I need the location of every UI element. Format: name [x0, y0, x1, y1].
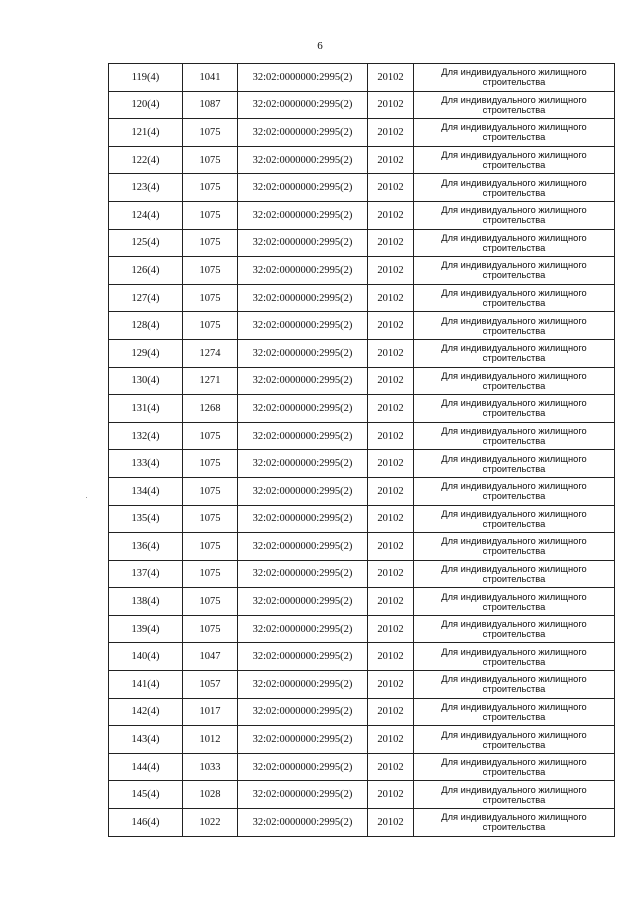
permitted-use-line-1: Для индивидуального жилищного: [441, 591, 587, 602]
cadastral-number-cell: 32:02:0000000:2995(2): [238, 560, 368, 588]
area-cell: 1075: [183, 450, 238, 478]
cadastral-number-cell: 32:02:0000000:2995(2): [238, 615, 368, 643]
permitted-use-line-2: строительства: [482, 325, 546, 336]
parcel-number-cell: 129(4): [109, 339, 183, 367]
parcel-number-cell: 142(4): [109, 698, 183, 726]
area-cell: 1075: [183, 201, 238, 229]
table-row: [109, 753, 615, 781]
parcel-number-cell: 131(4): [109, 395, 183, 423]
parcel-number-cell: 123(4): [109, 174, 183, 202]
area-cell: 1022: [183, 809, 238, 837]
zone-code-cell: 20102: [368, 284, 414, 312]
parcel-number-cell: 143(4): [109, 726, 183, 754]
parcel-number-cell: 139(4): [109, 615, 183, 643]
permitted-use-cell: [414, 146, 615, 174]
parcel-number-cell: 132(4): [109, 422, 183, 450]
permitted-use-cell: [414, 450, 615, 478]
table-row: [109, 477, 615, 505]
permitted-use-line-1: Для индивидуального жилищного: [441, 481, 587, 492]
area-cell: 1017: [183, 698, 238, 726]
permitted-use-line-1: Для индивидуального жилищного: [441, 812, 587, 823]
permitted-use-line-1: Для индивидуального жилищного: [441, 150, 587, 161]
permitted-use-line-2: строительства: [482, 380, 546, 391]
parcel-number-cell: 119(4): [109, 64, 183, 92]
permitted-use-cell: [414, 422, 615, 450]
area-cell: 1075: [183, 174, 238, 202]
zone-code-cell: 20102: [368, 505, 414, 533]
table-row: [109, 588, 615, 616]
permitted-use-cell: [414, 533, 615, 561]
permitted-use-line-2: строительства: [482, 187, 546, 198]
zone-code-cell: 20102: [368, 64, 414, 92]
permitted-use-cell: [414, 91, 615, 119]
parcel-number-cell: 136(4): [109, 533, 183, 561]
table-row: [109, 395, 615, 423]
permitted-use-cell: [414, 726, 615, 754]
zone-code-cell: 20102: [368, 146, 414, 174]
page-number: 6: [317, 40, 323, 52]
permitted-use-cell: [414, 312, 615, 340]
permitted-use-line-1: Для индивидуального жилищного: [441, 453, 587, 464]
permitted-use-line-2: строительства: [482, 684, 546, 695]
table-row: [109, 284, 615, 312]
area-cell: 1075: [183, 229, 238, 257]
area-cell: 1057: [183, 671, 238, 699]
permitted-use-cell: [414, 560, 615, 588]
permitted-use-line-1: Для индивидуального жилищного: [441, 177, 587, 188]
permitted-use-line-1: Для индивидуального жилищного: [441, 67, 587, 78]
table-row: [109, 809, 615, 837]
zone-code-cell: 20102: [368, 450, 414, 478]
parcel-number-cell: 145(4): [109, 781, 183, 809]
permitted-use-cell: [414, 257, 615, 285]
area-cell: 1075: [183, 533, 238, 561]
parcel-number-cell: 146(4): [109, 809, 183, 837]
table-row: [109, 367, 615, 395]
permitted-use-line-2: строительства: [482, 518, 546, 529]
cadastral-number-cell: 32:02:0000000:2995(2): [238, 201, 368, 229]
permitted-use-line-2: строительства: [482, 298, 546, 309]
zone-code-cell: 20102: [368, 395, 414, 423]
permitted-use-line-1: Для индивидуального жилищного: [441, 398, 587, 409]
permitted-use-cell: [414, 339, 615, 367]
permitted-use-cell: [414, 119, 615, 147]
permitted-use-line-1: Для индивидуального жилищного: [441, 343, 587, 354]
permitted-use-line-1: Для индивидуального жилищного: [441, 122, 587, 133]
parcel-number-cell: 134(4): [109, 477, 183, 505]
table-row: [109, 119, 615, 147]
permitted-use-line-2: строительства: [482, 711, 546, 722]
permitted-use-line-1: Для индивидуального жилищного: [441, 674, 587, 685]
table-row: [109, 229, 615, 257]
area-cell: 1075: [183, 146, 238, 174]
cadastral-number-cell: 32:02:0000000:2995(2): [238, 505, 368, 533]
cadastral-number-cell: 32:02:0000000:2995(2): [238, 174, 368, 202]
cadastral-number-cell: 32:02:0000000:2995(2): [238, 781, 368, 809]
permitted-use-line-2: строительства: [482, 463, 546, 474]
permitted-use-line-2: строительства: [482, 215, 546, 226]
permitted-use-cell: [414, 229, 615, 257]
cadastral-number-cell: 32:02:0000000:2995(2): [238, 588, 368, 616]
permitted-use-line-1: Для индивидуального жилищного: [441, 757, 587, 768]
area-cell: 1075: [183, 588, 238, 616]
permitted-use-line-1: Для индивидуального жилищного: [441, 784, 587, 795]
permitted-use-cell: [414, 64, 615, 92]
permitted-use-line-2: строительства: [482, 739, 546, 750]
cadastral-number-cell: 32:02:0000000:2995(2): [238, 671, 368, 699]
permitted-use-line-2: строительства: [482, 77, 546, 88]
cadastral-number-cell: 32:02:0000000:2995(2): [238, 64, 368, 92]
permitted-use-line-2: строительства: [482, 436, 546, 447]
cadastral-number-cell: 32:02:0000000:2995(2): [238, 257, 368, 285]
area-cell: 1033: [183, 753, 238, 781]
zone-code-cell: 20102: [368, 174, 414, 202]
table-row: [109, 312, 615, 340]
permitted-use-line-1: Для индивидуального жилищного: [441, 508, 587, 519]
cadastral-number-cell: 32:02:0000000:2995(2): [238, 312, 368, 340]
zone-code-cell: 20102: [368, 477, 414, 505]
table-row: [109, 422, 615, 450]
table-row: [109, 698, 615, 726]
table-row: [109, 505, 615, 533]
area-cell: 1075: [183, 505, 238, 533]
table-row: [109, 560, 615, 588]
area-cell: 1028: [183, 781, 238, 809]
cadastral-number-cell: 32:02:0000000:2995(2): [238, 339, 368, 367]
zone-code-cell: 20102: [368, 781, 414, 809]
cadastral-number-cell: 32:02:0000000:2995(2): [238, 726, 368, 754]
zone-code-cell: 20102: [368, 367, 414, 395]
permitted-use-cell: [414, 505, 615, 533]
area-cell: 1087: [183, 91, 238, 119]
zone-code-cell: 20102: [368, 698, 414, 726]
zone-code-cell: 20102: [368, 560, 414, 588]
parcel-number-cell: 121(4): [109, 119, 183, 147]
permitted-use-cell: [414, 174, 615, 202]
cadastral-number-cell: 32:02:0000000:2995(2): [238, 422, 368, 450]
permitted-use-line-2: строительства: [482, 353, 546, 364]
table-row: [109, 64, 615, 92]
zone-code-cell: 20102: [368, 753, 414, 781]
permitted-use-line-1: Для индивидуального жилищного: [441, 205, 587, 216]
table-row: [109, 339, 615, 367]
zone-code-cell: 20102: [368, 339, 414, 367]
permitted-use-line-1: Для индивидуального жилищного: [441, 619, 587, 630]
table-row: [109, 201, 615, 229]
table-row: [109, 174, 615, 202]
table-row: [109, 450, 615, 478]
area-cell: 1075: [183, 422, 238, 450]
permitted-use-line-1: Для индивидуального жилищного: [441, 729, 587, 740]
table-row: [109, 91, 615, 119]
table-row: [109, 781, 615, 809]
parcel-number-cell: 133(4): [109, 450, 183, 478]
cadastral-number-cell: 32:02:0000000:2995(2): [238, 450, 368, 478]
permitted-use-line-1: Для индивидуального жилищного: [441, 646, 587, 657]
zone-code-cell: 20102: [368, 615, 414, 643]
cadastral-number-cell: 32:02:0000000:2995(2): [238, 698, 368, 726]
parcel-number-cell: 135(4): [109, 505, 183, 533]
parcel-number-cell: 120(4): [109, 91, 183, 119]
cadastral-number-cell: 32:02:0000000:2995(2): [238, 809, 368, 837]
area-cell: 1041: [183, 64, 238, 92]
permitted-use-line-1: Для индивидуального жилищного: [441, 426, 587, 437]
area-cell: 1274: [183, 339, 238, 367]
zone-code-cell: 20102: [368, 312, 414, 340]
area-cell: 1047: [183, 643, 238, 671]
permitted-use-line-1: Для индивидуального жилищного: [441, 315, 587, 326]
permitted-use-line-2: строительства: [482, 132, 546, 143]
parcel-number-cell: 125(4): [109, 229, 183, 257]
permitted-use-line-1: Для индивидуального жилищного: [441, 288, 587, 299]
parcel-number-cell: 124(4): [109, 201, 183, 229]
permitted-use-cell: [414, 284, 615, 312]
scan-speck: [86, 497, 87, 498]
parcel-number-cell: 130(4): [109, 367, 183, 395]
zone-code-cell: 20102: [368, 588, 414, 616]
area-cell: 1075: [183, 477, 238, 505]
zone-code-cell: 20102: [368, 533, 414, 561]
permitted-use-cell: [414, 615, 615, 643]
permitted-use-line-2: строительства: [482, 601, 546, 612]
permitted-use-cell: [414, 698, 615, 726]
permitted-use-line-2: строительства: [482, 408, 546, 419]
cadastral-number-cell: 32:02:0000000:2995(2): [238, 533, 368, 561]
cadastral-number-cell: 32:02:0000000:2995(2): [238, 477, 368, 505]
permitted-use-line-2: строительства: [482, 242, 546, 253]
permitted-use-line-2: строительства: [482, 546, 546, 557]
zone-code-cell: 20102: [368, 201, 414, 229]
table-row: [109, 615, 615, 643]
zone-code-cell: 20102: [368, 229, 414, 257]
parcel-number-cell: 122(4): [109, 146, 183, 174]
zone-code-cell: 20102: [368, 809, 414, 837]
parcel-number-cell: 126(4): [109, 257, 183, 285]
permitted-use-cell: [414, 753, 615, 781]
cadastral-number-cell: 32:02:0000000:2995(2): [238, 367, 368, 395]
area-cell: 1268: [183, 395, 238, 423]
permitted-use-cell: [414, 809, 615, 837]
parcel-number-cell: 137(4): [109, 560, 183, 588]
permitted-use-line-2: строительства: [482, 491, 546, 502]
zone-code-cell: 20102: [368, 643, 414, 671]
permitted-use-cell: [414, 781, 615, 809]
permitted-use-line-1: Для индивидуального жилищного: [441, 370, 587, 381]
cadastral-number-cell: 32:02:0000000:2995(2): [238, 395, 368, 423]
area-cell: 1271: [183, 367, 238, 395]
zone-code-cell: 20102: [368, 726, 414, 754]
table-row: [109, 671, 615, 699]
cadastral-number-cell: 32:02:0000000:2995(2): [238, 146, 368, 174]
parcel-number-cell: 128(4): [109, 312, 183, 340]
zone-code-cell: 20102: [368, 91, 414, 119]
parcel-number-cell: 144(4): [109, 753, 183, 781]
cadastral-number-cell: 32:02:0000000:2995(2): [238, 643, 368, 671]
permitted-use-line-1: Для индивидуального жилищного: [441, 232, 587, 243]
permitted-use-cell: [414, 477, 615, 505]
cadastral-number-cell: 32:02:0000000:2995(2): [238, 119, 368, 147]
parcel-number-cell: 141(4): [109, 671, 183, 699]
zone-code-cell: 20102: [368, 119, 414, 147]
permitted-use-cell: [414, 671, 615, 699]
zone-code-cell: 20102: [368, 422, 414, 450]
area-cell: 1075: [183, 312, 238, 340]
permitted-use-line-2: строительства: [482, 573, 546, 584]
area-cell: 1012: [183, 726, 238, 754]
table-row: [109, 257, 615, 285]
area-cell: 1075: [183, 615, 238, 643]
permitted-use-line-2: строительства: [482, 160, 546, 171]
permitted-use-line-2: строительства: [482, 629, 546, 640]
permitted-use-cell: [414, 367, 615, 395]
table-row: [109, 643, 615, 671]
permitted-use-cell: [414, 643, 615, 671]
cadastral-number-cell: 32:02:0000000:2995(2): [238, 753, 368, 781]
permitted-use-line-2: строительства: [482, 104, 546, 115]
permitted-use-line-1: Для индивидуального жилищного: [441, 701, 587, 712]
area-cell: 1075: [183, 257, 238, 285]
permitted-use-line-1: Для индивидуального жилищного: [441, 563, 587, 574]
permitted-use-line-2: строительства: [482, 656, 546, 667]
parcel-number-cell: 127(4): [109, 284, 183, 312]
permitted-use-cell: [414, 395, 615, 423]
table-row: [109, 726, 615, 754]
permitted-use-line-2: строительства: [482, 822, 546, 833]
parcel-number-cell: 140(4): [109, 643, 183, 671]
cadastral-number-cell: 32:02:0000000:2995(2): [238, 229, 368, 257]
cadastral-number-cell: 32:02:0000000:2995(2): [238, 284, 368, 312]
permitted-use-line-2: строительства: [482, 270, 546, 281]
area-cell: 1075: [183, 284, 238, 312]
permitted-use-cell: [414, 201, 615, 229]
zone-code-cell: 20102: [368, 257, 414, 285]
permitted-use-line-1: Для индивидуального жилищного: [441, 536, 587, 547]
parcel-number-cell: 138(4): [109, 588, 183, 616]
permitted-use-line-1: Для индивидуального жилищного: [441, 94, 587, 105]
permitted-use-line-2: строительства: [482, 767, 546, 778]
zone-code-cell: 20102: [368, 671, 414, 699]
permitted-use-line-1: Для индивидуального жилищного: [441, 260, 587, 271]
table-row: [109, 533, 615, 561]
table-row: [109, 146, 615, 174]
cadastral-number-cell: 32:02:0000000:2995(2): [238, 91, 368, 119]
parcels-table-body: [109, 64, 615, 837]
permitted-use-line-2: строительства: [482, 794, 546, 805]
area-cell: 1075: [183, 560, 238, 588]
area-cell: 1075: [183, 119, 238, 147]
parcels-table: [108, 63, 615, 837]
permitted-use-cell: [414, 588, 615, 616]
